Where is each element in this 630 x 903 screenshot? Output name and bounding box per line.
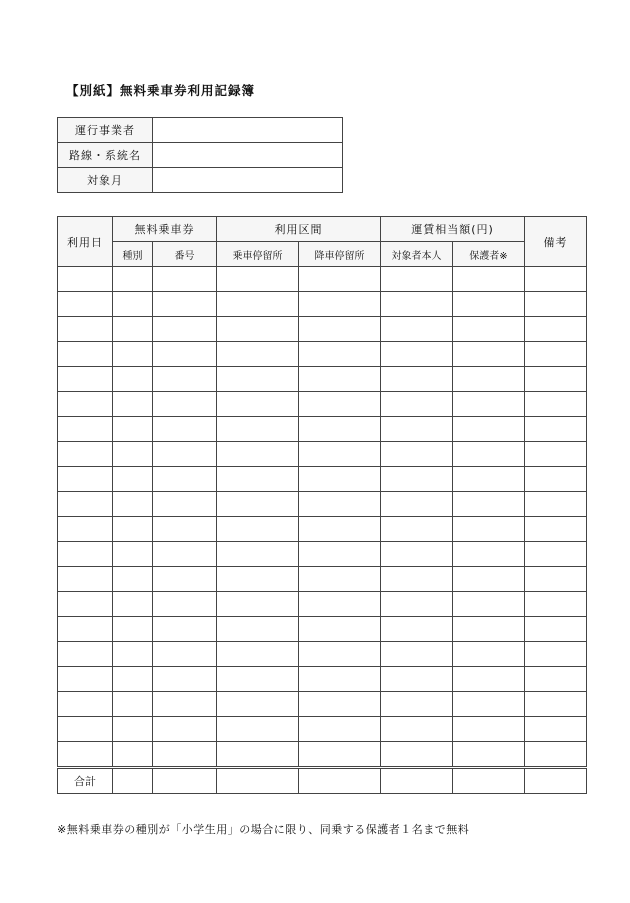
table-cell[interactable] (299, 567, 381, 592)
table-cell[interactable] (299, 542, 381, 567)
table-cell[interactable] (525, 292, 587, 317)
table-cell[interactable] (217, 667, 299, 692)
total-cell[interactable] (113, 768, 153, 794)
table-row (58, 742, 587, 768)
table-cell[interactable] (113, 317, 153, 342)
table-cell[interactable] (113, 492, 153, 517)
table-cell[interactable] (381, 467, 453, 492)
total-cell[interactable] (153, 768, 217, 794)
table-cell[interactable] (525, 517, 587, 542)
table-cell[interactable] (453, 342, 525, 367)
table-cell[interactable] (381, 417, 453, 442)
route-label: 路線・系統名 (58, 143, 153, 168)
table-cell[interactable] (113, 517, 153, 542)
table-cell[interactable] (153, 667, 217, 692)
table-cell[interactable] (299, 342, 381, 367)
table-row (58, 617, 587, 642)
table-cell[interactable] (381, 642, 453, 667)
table-cell[interactable] (58, 292, 113, 317)
table-cell[interactable] (217, 692, 299, 717)
table-cell[interactable] (525, 492, 587, 517)
table-cell[interactable] (153, 692, 217, 717)
header-boarding-stop: 乗車停留所 (217, 242, 299, 267)
table-cell[interactable] (525, 717, 587, 742)
table-cell[interactable] (381, 392, 453, 417)
table-row (58, 592, 587, 617)
table-cell[interactable] (217, 342, 299, 367)
table-row (58, 542, 587, 567)
header-alighting-stop: 降車停留所 (299, 242, 381, 267)
table-row (58, 367, 587, 392)
footnote: ※無料乗車券の種別が「小学生用」の場合に限り、同乗する保護者１名まで無料 (57, 823, 470, 836)
table-cell[interactable] (153, 567, 217, 592)
table-cell[interactable] (453, 567, 525, 592)
table-cell[interactable] (453, 317, 525, 342)
table-cell[interactable] (217, 317, 299, 342)
table-cell[interactable] (381, 592, 453, 617)
month-value[interactable] (153, 168, 343, 193)
table-cell[interactable] (113, 467, 153, 492)
table-cell[interactable] (217, 717, 299, 742)
table-cell[interactable] (217, 492, 299, 517)
usage-record-table (57, 216, 587, 794)
table-cell[interactable] (453, 742, 525, 768)
table-cell[interactable] (299, 442, 381, 467)
table-cell[interactable] (113, 717, 153, 742)
header-fare-person: 対象者本人 (381, 242, 453, 267)
table-cell[interactable] (153, 342, 217, 367)
table-cell[interactable] (453, 517, 525, 542)
table-cell[interactable] (58, 717, 113, 742)
table-cell[interactable] (58, 492, 113, 517)
table-row (58, 417, 587, 442)
table-cell[interactable] (525, 567, 587, 592)
header-section: 利用区間 (217, 217, 381, 242)
info-table (57, 117, 343, 193)
table-cell[interactable] (453, 417, 525, 442)
table-cell[interactable] (381, 342, 453, 367)
table-cell[interactable] (113, 442, 153, 467)
table-row (58, 692, 587, 717)
table-cell[interactable] (525, 417, 587, 442)
table-cell[interactable] (58, 692, 113, 717)
table-cell[interactable] (153, 392, 217, 417)
table-cell[interactable] (381, 517, 453, 542)
table-cell[interactable] (453, 617, 525, 642)
table-cell[interactable] (153, 417, 217, 442)
table-cell[interactable] (58, 567, 113, 592)
table-cell[interactable] (113, 642, 153, 667)
table-cell[interactable] (299, 317, 381, 342)
table-cell[interactable] (453, 542, 525, 567)
table-cell[interactable] (381, 742, 453, 768)
table-cell[interactable] (299, 492, 381, 517)
table-cell[interactable] (153, 317, 217, 342)
table-cell[interactable] (525, 617, 587, 642)
table-row (58, 267, 587, 292)
info-row-month (58, 168, 343, 193)
table-row (58, 317, 587, 342)
table-cell[interactable] (153, 517, 217, 542)
table-cell[interactable] (525, 642, 587, 667)
table-cell[interactable] (299, 717, 381, 742)
table-cell[interactable] (381, 442, 453, 467)
total-label: 合計 (58, 768, 113, 794)
table-cell[interactable] (153, 492, 217, 517)
table-cell[interactable] (381, 717, 453, 742)
total-row (58, 768, 587, 794)
table-cell[interactable] (525, 317, 587, 342)
table-cell[interactable] (58, 742, 113, 768)
table-row (58, 717, 587, 742)
table-cell[interactable] (217, 442, 299, 467)
table-cell[interactable] (453, 392, 525, 417)
table-cell[interactable] (217, 542, 299, 567)
table-cell[interactable] (299, 592, 381, 617)
table-cell[interactable] (58, 642, 113, 667)
table-cell[interactable] (525, 667, 587, 692)
table-cell[interactable] (153, 292, 217, 317)
table-cell[interactable] (299, 392, 381, 417)
header-remarks: 備考 (525, 217, 587, 267)
table-cell[interactable] (113, 617, 153, 642)
table-cell[interactable] (217, 417, 299, 442)
header-ticket-number: 番号 (153, 242, 217, 267)
table-row (58, 567, 587, 592)
table-cell[interactable] (58, 367, 113, 392)
table-cell[interactable] (113, 417, 153, 442)
table-cell[interactable] (381, 542, 453, 567)
table-cell[interactable] (113, 567, 153, 592)
table-cell[interactable] (525, 267, 587, 292)
table-cell[interactable] (525, 367, 587, 392)
info-row-operator (58, 118, 343, 143)
table-cell[interactable] (525, 392, 587, 417)
table-cell[interactable] (381, 692, 453, 717)
table-cell[interactable] (217, 467, 299, 492)
table-cell[interactable] (113, 342, 153, 367)
table-cell[interactable] (525, 742, 587, 768)
table-cell[interactable] (58, 542, 113, 567)
table-cell[interactable] (58, 517, 113, 542)
table-cell[interactable] (453, 692, 525, 717)
table-cell[interactable] (153, 717, 217, 742)
table-cell[interactable] (113, 592, 153, 617)
table-cell[interactable] (453, 292, 525, 317)
header-row-sub (58, 242, 587, 267)
table-cell[interactable] (525, 442, 587, 467)
table-cell[interactable] (113, 742, 153, 768)
header-ticket-type: 種別 (113, 242, 153, 267)
table-cell[interactable] (381, 617, 453, 642)
table-cell[interactable] (381, 292, 453, 317)
table-row (58, 492, 587, 517)
table-cell[interactable] (217, 567, 299, 592)
table-cell[interactable] (381, 667, 453, 692)
table-cell[interactable] (381, 492, 453, 517)
table-cell[interactable] (217, 642, 299, 667)
table-cell[interactable] (217, 742, 299, 768)
info-row-route (58, 143, 343, 168)
table-cell[interactable] (153, 367, 217, 392)
operator-label: 運行事業者 (58, 118, 153, 143)
total-cell[interactable] (299, 768, 381, 794)
table-cell[interactable] (453, 592, 525, 617)
table-cell[interactable] (453, 667, 525, 692)
table-cell[interactable] (153, 542, 217, 567)
table-cell[interactable] (299, 617, 381, 642)
table-row (58, 292, 587, 317)
table-cell[interactable] (453, 642, 525, 667)
table-cell[interactable] (453, 467, 525, 492)
table-cell[interactable] (299, 467, 381, 492)
table-row (58, 442, 587, 467)
table-cell[interactable] (58, 417, 113, 442)
table-cell[interactable] (58, 342, 113, 367)
table-cell[interactable] (453, 442, 525, 467)
table-cell[interactable] (299, 517, 381, 542)
table-cell[interactable] (217, 392, 299, 417)
table-cell[interactable] (113, 367, 153, 392)
table-cell[interactable] (58, 317, 113, 342)
table-cell[interactable] (58, 442, 113, 467)
table-cell[interactable] (113, 292, 153, 317)
table-cell[interactable] (525, 342, 587, 367)
table-cell[interactable] (453, 492, 525, 517)
route-value[interactable] (153, 143, 343, 168)
table-cell[interactable] (153, 742, 217, 768)
table-cell[interactable] (153, 267, 217, 292)
table-cell[interactable] (299, 692, 381, 717)
table-cell[interactable] (299, 417, 381, 442)
header-row-group (58, 217, 587, 242)
table-cell[interactable] (153, 467, 217, 492)
table-cell[interactable] (453, 717, 525, 742)
table-cell[interactable] (58, 667, 113, 692)
table-cell[interactable] (58, 617, 113, 642)
total-cell[interactable] (453, 768, 525, 794)
total-cell[interactable] (381, 768, 453, 794)
table-cell[interactable] (217, 292, 299, 317)
table-cell[interactable] (381, 267, 453, 292)
table-cell[interactable] (299, 742, 381, 768)
header-fare-guardian: 保護者※ (453, 242, 525, 267)
table-row (58, 392, 587, 417)
table-cell[interactable] (153, 592, 217, 617)
table-cell[interactable] (525, 592, 587, 617)
header-fare: 運賃相当額(円) (381, 217, 525, 242)
table-cell[interactable] (453, 367, 525, 392)
table-cell[interactable] (381, 567, 453, 592)
table-row (58, 467, 587, 492)
table-row (58, 517, 587, 542)
table-cell[interactable] (217, 592, 299, 617)
table-cell[interactable] (299, 367, 381, 392)
table-cell[interactable] (113, 692, 153, 717)
table-cell[interactable] (381, 317, 453, 342)
table-cell[interactable] (113, 392, 153, 417)
total-cell[interactable] (217, 768, 299, 794)
table-cell[interactable] (299, 642, 381, 667)
table-cell[interactable] (58, 592, 113, 617)
table-cell[interactable] (381, 367, 453, 392)
header-ticket: 無料乗車券 (113, 217, 217, 242)
table-cell[interactable] (525, 692, 587, 717)
header-date: 利用日 (58, 217, 113, 267)
total-cell[interactable] (525, 768, 587, 794)
table-cell[interactable] (153, 442, 217, 467)
operator-value[interactable] (153, 118, 343, 143)
table-cell[interactable] (58, 267, 113, 292)
table-cell[interactable] (299, 267, 381, 292)
table-cell[interactable] (153, 642, 217, 667)
table-cell[interactable] (113, 667, 153, 692)
table-cell[interactable] (299, 667, 381, 692)
table-cell[interactable] (113, 267, 153, 292)
table-cell[interactable] (217, 617, 299, 642)
page-title: 【別紙】無料乗車券利用記録簿 (66, 83, 256, 98)
table-cell[interactable] (58, 467, 113, 492)
table-row (58, 342, 587, 367)
table-cell[interactable] (299, 292, 381, 317)
table-cell[interactable] (453, 267, 525, 292)
month-label: 対象月 (58, 168, 153, 193)
table-row (58, 667, 587, 692)
table-cell[interactable] (113, 542, 153, 567)
table-cell[interactable] (217, 517, 299, 542)
table-cell[interactable] (217, 367, 299, 392)
table-cell[interactable] (217, 267, 299, 292)
table-cell[interactable] (58, 392, 113, 417)
table-cell[interactable] (153, 617, 217, 642)
table-row (58, 642, 587, 667)
table-cell[interactable] (525, 467, 587, 492)
table-cell[interactable] (525, 542, 587, 567)
